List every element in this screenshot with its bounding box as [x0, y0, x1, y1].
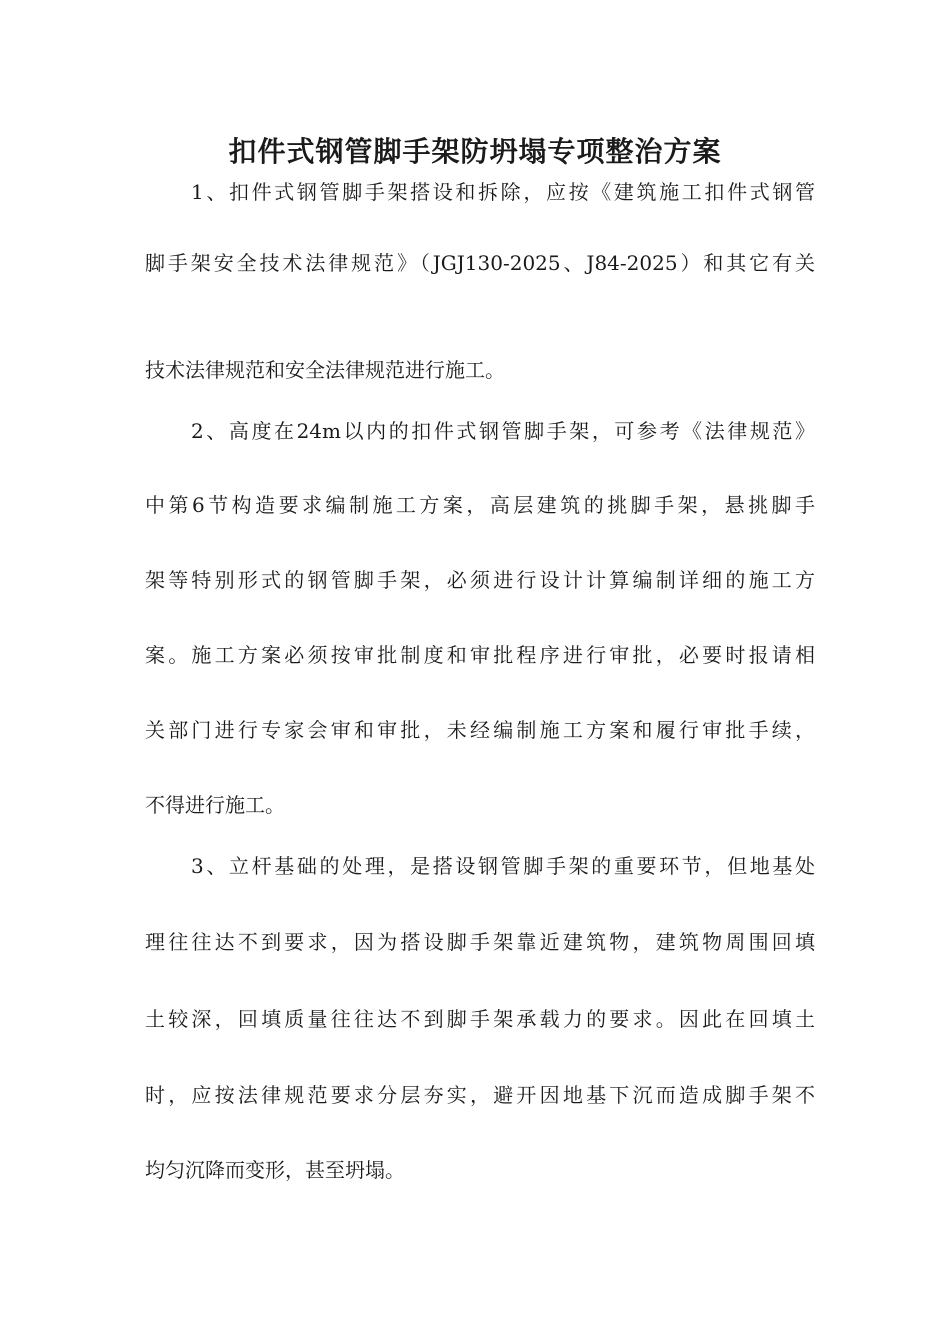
paragraph-1-line-3: 技术法律规范和安全法律规范进行施工。	[145, 358, 505, 382]
paragraph-1-line-1: 1、扣件式钢管脚手架搭设和拆除，应按《建筑施工扣件式钢管	[191, 180, 815, 204]
paragraph-3-line-2: 理往往达不到要求，因为搭设脚手架靠近建筑物，建筑物周围回填	[145, 930, 815, 954]
paragraph-3-line-1: 3、立杆基础的处理，是搭设钢管脚手架的重要环节，但地基处	[191, 854, 815, 878]
document-title: 扣件式钢管脚手架防坍塌专项整治方案	[228, 135, 722, 168]
paragraph-3-line-5: 均匀沉降而变形，甚至坍塌。	[145, 1158, 405, 1182]
paragraph-2-line-4: 案。施工方案必须按审批制度和审批程序进行审批，必要时报请相	[145, 643, 815, 667]
paragraph-2-line-2: 中第6节构造要求编制施工方案，高层建筑的挑脚手架，悬挑脚手	[145, 493, 815, 517]
paragraph-3-line-3: 土较深，回填质量往往达不到脚手架承载力的要求。因此在回填土	[145, 1007, 815, 1031]
paragraph-2-line-1: 2、高度在24m以内的扣件式钢管脚手架，可参考《法律规范》	[191, 419, 815, 443]
paragraph-2-line-5: 关部门进行专家会审和审批，未经编制施工方案和履行审批手续，	[145, 718, 815, 742]
paragraph-2-line-3: 架等特别形式的钢管脚手架，必须进行设计计算编制详细的施工方	[145, 568, 815, 592]
paragraph-3-line-4: 时，应按法律规范要求分层夯实，避开因地基下沉而造成脚手架不	[145, 1083, 815, 1107]
paragraph-2-line-6: 不得进行施工。	[145, 793, 285, 817]
paragraph-1-line-2: 脚手架安全技术法律规范》（JGJ130-2025、J84-2025）和其它有关	[145, 251, 815, 275]
